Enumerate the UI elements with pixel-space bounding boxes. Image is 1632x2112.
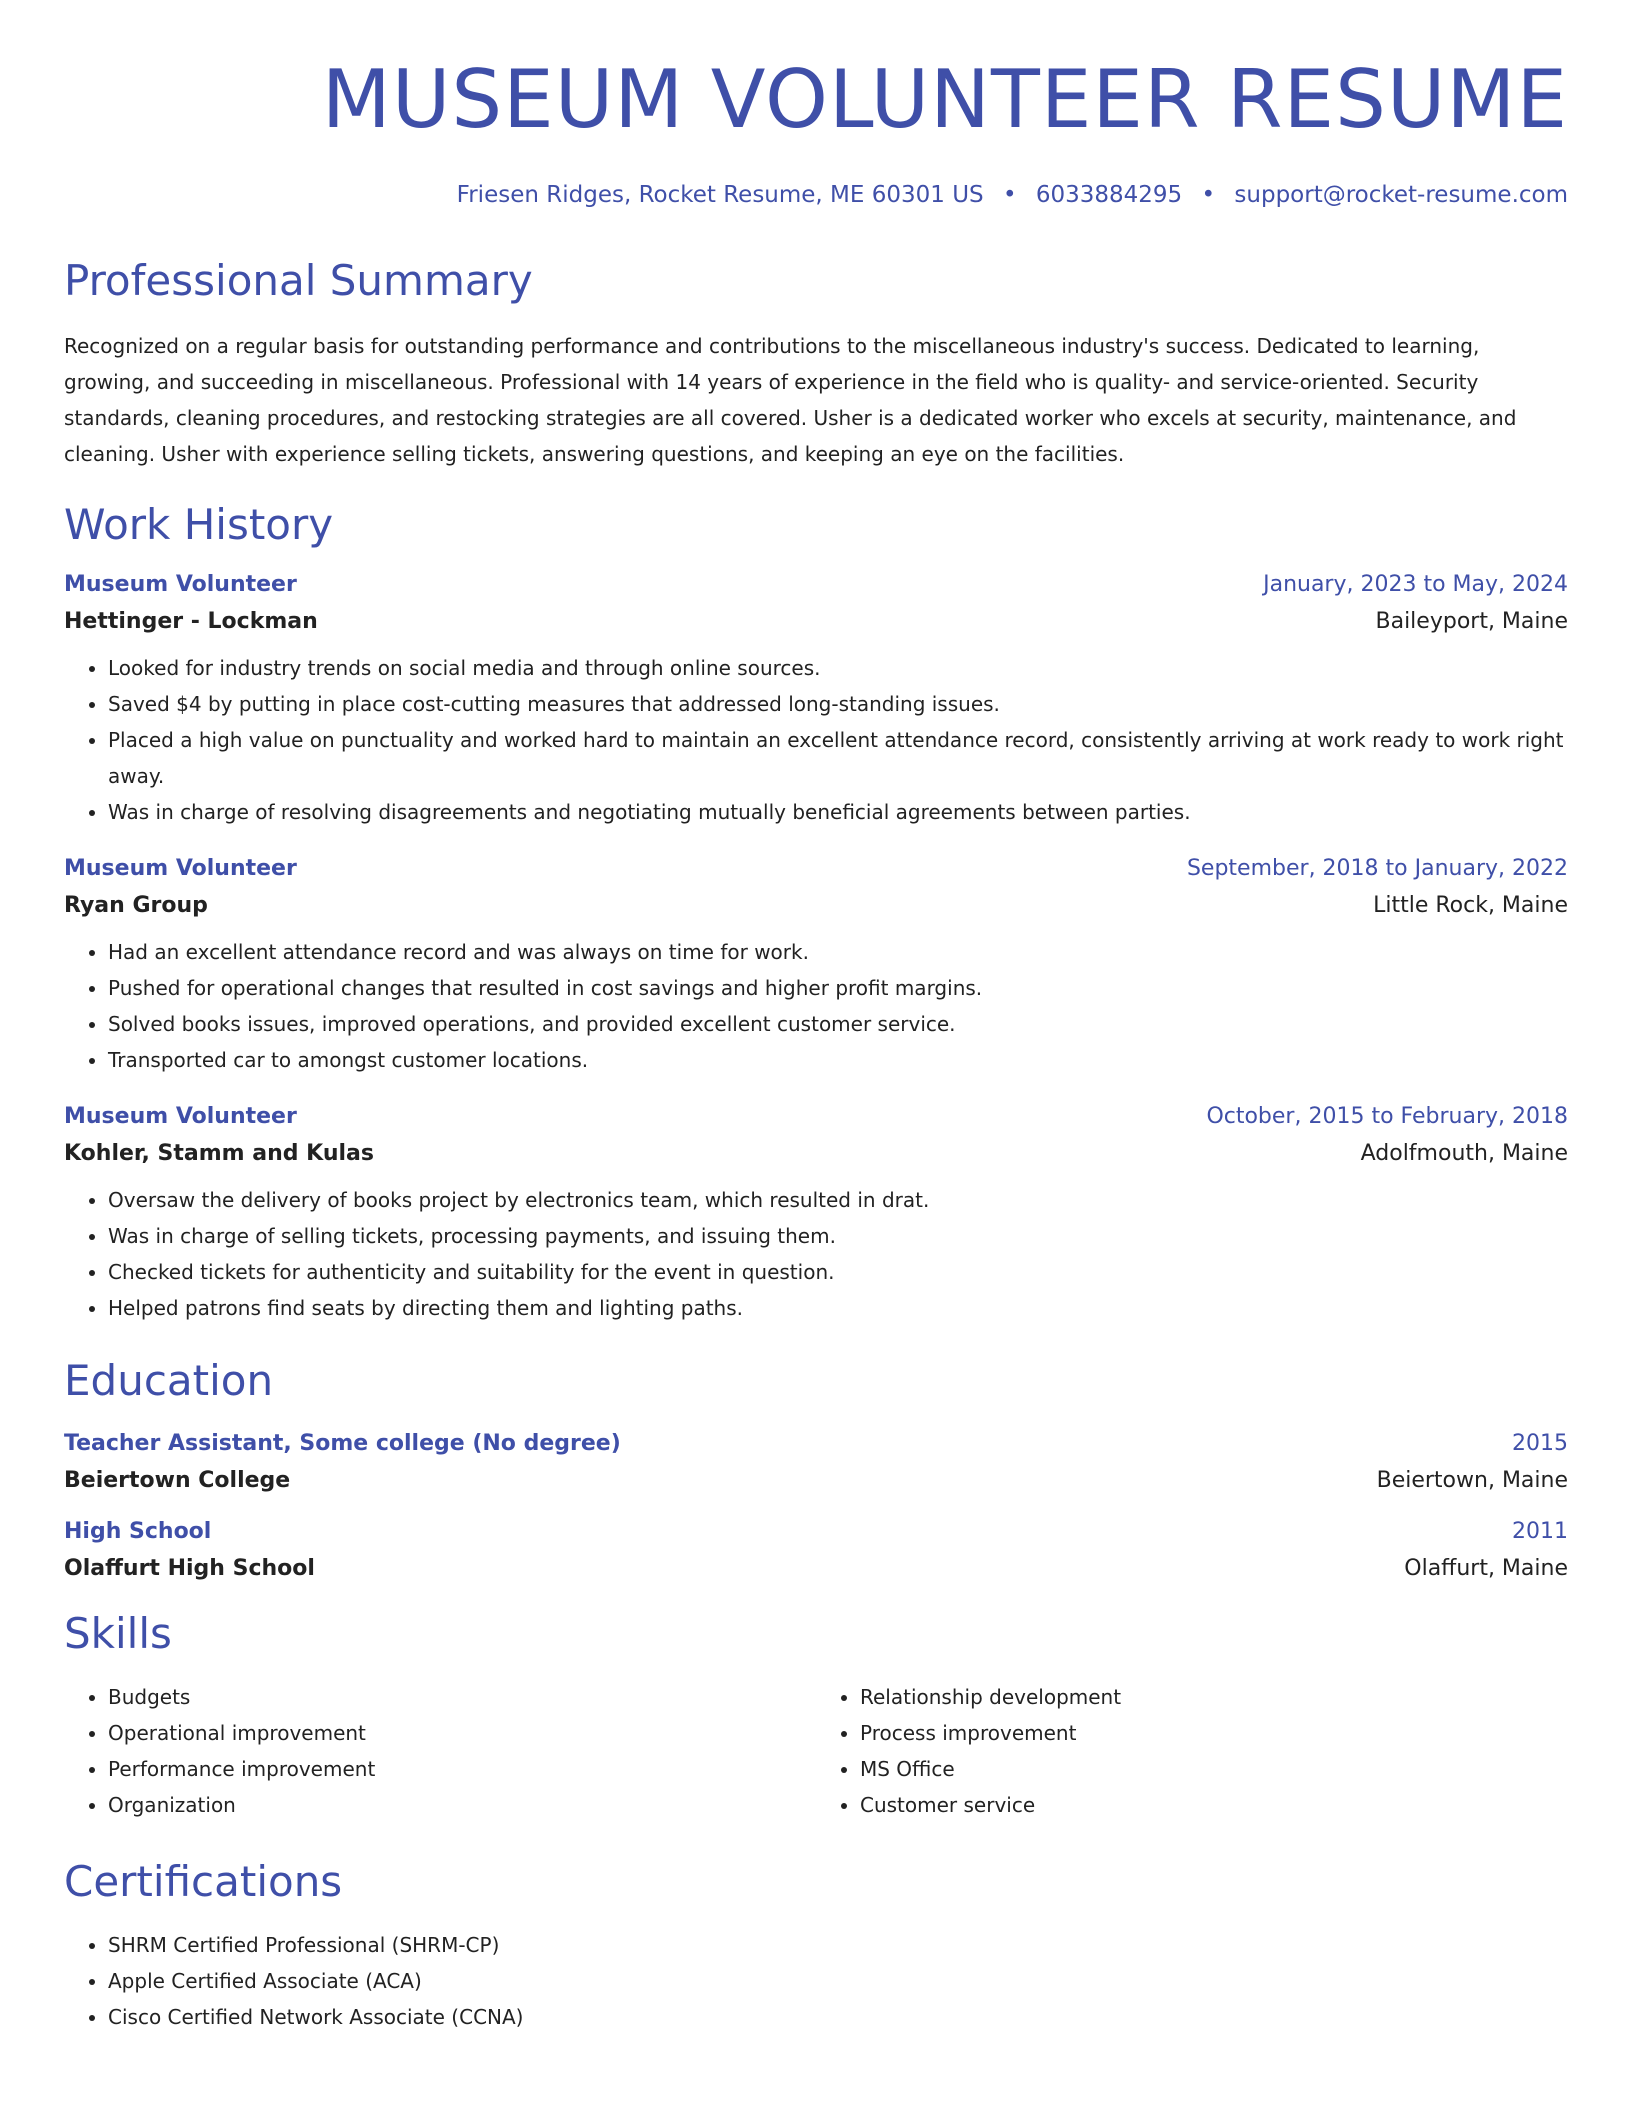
job-bullets (64, 650, 1568, 830)
job-bullets (64, 1182, 1568, 1326)
education-list (64, 1431, 1568, 1581)
education-location: Olaffurt, Maine (1404, 1555, 1568, 1581)
education-degree: Teacher Assistant, Some college (No degree) (64, 1430, 621, 1456)
job-role: Museum Volunteer (64, 572, 297, 598)
skill-item: • MS Office (860, 1751, 1568, 1787)
education-school: Beiertown College (64, 1467, 291, 1493)
job-dates: September, 2018 to January, 2022 (1186, 856, 1568, 882)
list-item: • Was in charge of selling tickets, processing payments, and issuing them. (108, 1218, 1568, 1254)
education-school: Olaffurt High School (64, 1555, 315, 1581)
work-history-list (64, 572, 1568, 1326)
skills-column-left (64, 1679, 816, 1823)
job-entry (64, 572, 1568, 830)
education-entry (64, 1431, 1568, 1493)
skill-item: • Performance improvement (108, 1751, 816, 1787)
skill-item: • Process improvement (860, 1715, 1568, 1751)
contact-line (64, 182, 1568, 208)
list-item: • Saved $4 by putting in place cost-cutting measures that addressed long-standing issues. (108, 686, 1568, 722)
list-item: • Transported car to amongst customer locations. (108, 1042, 1568, 1078)
job-role: Museum Volunteer (64, 856, 297, 882)
resume-title: MUSEUM VOLUNTEER RESUME (321, 53, 1568, 146)
skills-list (64, 1679, 1568, 1823)
skill-item: • Relationship development (860, 1679, 1568, 1715)
list-item: • Solved books issues, improved operations, and provided excellent customer service. (108, 1006, 1568, 1042)
skill-item: • Customer service (860, 1787, 1568, 1823)
job-location: Adolfmouth, Maine (1360, 1141, 1568, 1167)
list-item: • Oversaw the delivery of books project by electronics team, which resulted in drat. (108, 1182, 1568, 1218)
summary-heading: Professional Summary (64, 256, 533, 305)
certification-item: • Apple Certified Associate (ACA) (108, 1963, 1568, 1999)
education-heading: Education (64, 1356, 274, 1406)
summary-text: Recognized on a regular basis for outstanding performance and contributions to the miscellaneous industry's success. Dedicated to learning, growing, and succeeding in miscellaneous. Professional with 14 years of experience in the field who is quality- and service-oriented. Security standards, cleaning procedures, and restocking strategies are all covered. Usher is a dedicated worker who excels at security, maintenance, and cleaning. Usher with experience selling tickets, answering questions, and keeping an eye on the facilities. (64, 334, 1517, 467)
job-location: Little Rock, Maine (1373, 893, 1568, 919)
separator-dot: • (1201, 182, 1216, 208)
list-item: • Placed a high value on punctuality and worked hard to maintain an excellent attendance record, consistently arriving at work ready to work right away. (108, 722, 1568, 794)
list-item: • Was in charge of resolving disagreements and negotiating mutually beneficial agreements between parties. (108, 794, 1568, 830)
email-link[interactable]: support@rocket-resume.com (1234, 182, 1568, 208)
certification-item: • Cisco Certified Network Associate (CCNA) (108, 1999, 1568, 2035)
certification-item: • SHRM Certified Professional (SHRM-CP) (108, 1927, 1568, 1963)
education-location: Beiertown, Maine (1376, 1467, 1568, 1493)
education-entry (64, 1519, 1568, 1581)
list-item: • Helped patrons find seats by directing them and lighting paths. (108, 1290, 1568, 1326)
skill-item: • Budgets (108, 1679, 816, 1715)
list-item: • Checked tickets for authenticity and suitability for the event in question. (108, 1254, 1568, 1290)
job-dates: October, 2015 to February, 2018 (1206, 1104, 1568, 1130)
job-entry (64, 1104, 1568, 1326)
certifications-heading: Certifications (64, 1856, 343, 1906)
certifications-list (64, 1927, 1568, 2035)
job-role: Museum Volunteer (64, 1104, 297, 1130)
job-dates: January, 2023 to May, 2024 (1263, 572, 1568, 598)
education-degree: High School (64, 1518, 212, 1544)
list-item: • Looked for industry trends on social media and through online sources. (108, 650, 1568, 686)
education-year: 2015 (1512, 1430, 1568, 1456)
job-employer: Ryan Group (64, 893, 208, 919)
skills-column-right (816, 1679, 1568, 1823)
list-item: • Had an excellent attendance record and was always on time for work. (108, 934, 1568, 970)
job-bullets (64, 934, 1568, 1078)
skill-item: • Organization (108, 1787, 816, 1823)
education-year: 2011 (1512, 1518, 1568, 1544)
separator-dot: • (1002, 182, 1017, 208)
job-location: Baileyport, Maine (1375, 609, 1568, 635)
job-employer: Hettinger - Lockman (64, 609, 318, 635)
skills-heading: Skills (64, 1608, 172, 1658)
address: Friesen Ridges, Rocket Resume, ME 60301 US (456, 182, 984, 208)
skill-item: • Operational improvement (108, 1715, 816, 1751)
job-entry (64, 856, 1568, 1078)
work-history-heading: Work History (64, 500, 334, 550)
job-employer: Kohler, Stamm and Kulas (64, 1141, 374, 1167)
phone: 6033884295 (1035, 182, 1183, 208)
list-item: • Pushed for operational changes that resulted in cost savings and higher profit margins. (108, 970, 1568, 1006)
